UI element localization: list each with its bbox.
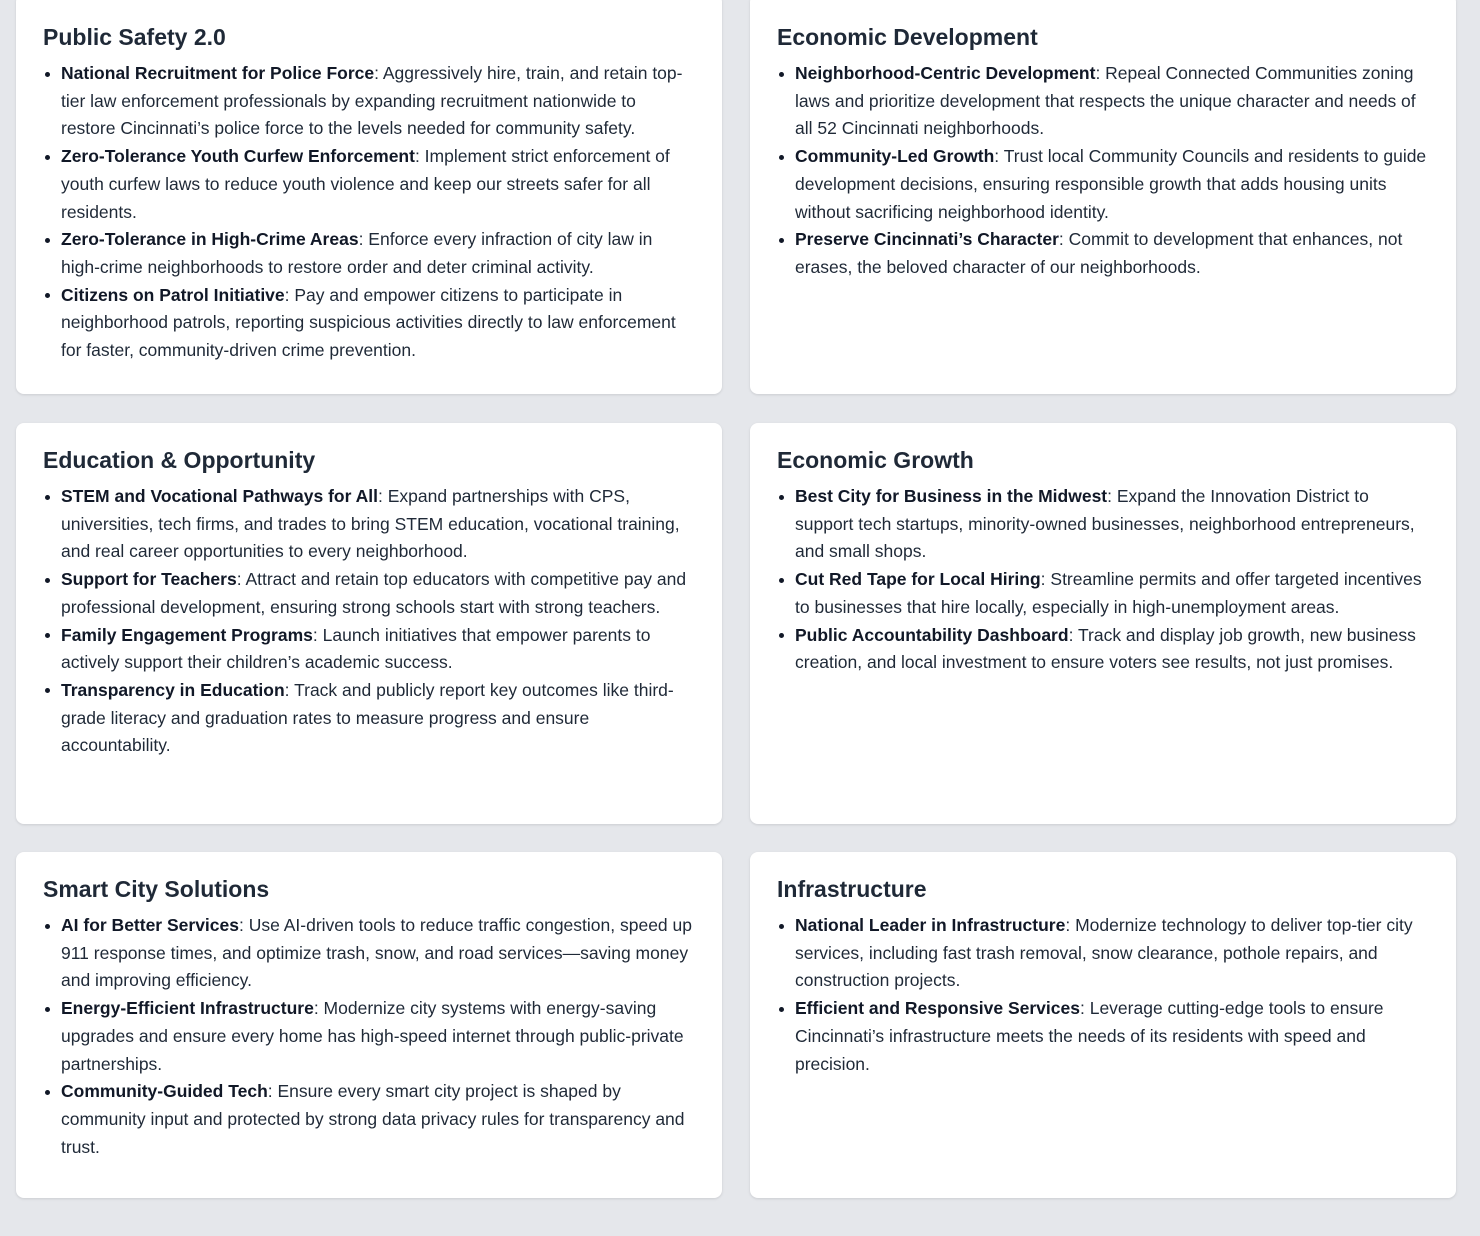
bullet-icon (45, 578, 50, 583)
list-item (43, 60, 695, 143)
item-text: : Use AI-driven tools to reduce traffic congestion, speed up 911 response times, and optimize trash, snow, and road services—saving money and improving efficiency. (61, 915, 692, 991)
card-economic-development (750, 0, 1456, 394)
item-heading: Neighborhood-Centric Development (795, 63, 1096, 83)
bullet-icon (45, 72, 50, 77)
item-heading: AI for Better Services (61, 915, 239, 935)
bullet-icon (45, 1090, 50, 1095)
item-heading: Support for Teachers (61, 569, 237, 590)
item-heading: Citizens on Patrol Initiative (61, 284, 285, 305)
list-item (43, 226, 695, 281)
list-item (777, 483, 1429, 566)
item-text: : Ensure every smart city project is shaped by community input and protected by strong data privacy rules for transparency and trust. (61, 1081, 685, 1157)
bullet-icon (779, 633, 784, 638)
list-item (777, 912, 1429, 995)
bullet-icon (45, 1007, 50, 1012)
bullet-icon (45, 688, 50, 693)
card-infrastructure (750, 852, 1456, 1198)
bullet-icon (779, 495, 784, 500)
bullet-icon (45, 633, 50, 638)
list-item (777, 226, 1429, 281)
item-text: : Modernize technology to deliver top-tier city services, including fast trash removal, snow clearance, pothole repairs, and construction projects. (795, 915, 1413, 991)
card-education-opportunity (16, 423, 722, 824)
item-text: : Repeal Connected Communities zoning laws and prioritize development that respects the unique character and needs of all 52 Cincinnati neighborhoods. (795, 63, 1416, 139)
list-item (43, 282, 695, 365)
item-text: : Commit to development that enhances, not erases, the beloved character of our neighborhoods. (795, 229, 1403, 277)
card-public-safety (16, 0, 722, 394)
bullet-icon (779, 238, 784, 243)
list-item (43, 1078, 695, 1161)
bullet-icon (45, 924, 50, 929)
item-heading: Energy-Efficient Infrastructure (61, 998, 314, 1019)
bullet-icon (45, 293, 50, 298)
list-item (43, 566, 695, 621)
card-list (43, 912, 695, 1161)
list-item (777, 143, 1429, 226)
item-heading: National Leader in Infrastructure (795, 915, 1066, 935)
card-smart-city (16, 852, 722, 1198)
item-text: : Launch initiatives that empower parents to actively support their children’s academic success. (61, 624, 651, 673)
item-text: : Aggressively hire, train, and retain top-tier law enforcement professionals by expanding recruitment nationwide to restore Cincinnati’s police force to the levels needed for community safety. (61, 63, 683, 139)
item-text: : Track and publicly report key outcomes like third-grade literacy and graduation rates to measure progress and ensure accountability. (61, 679, 674, 756)
item-text: : Pay and empower citizens to participate in neighborhood patrols, reporting suspicious activities directly to law enforcement for faster, community-driven crime prevention. (61, 284, 676, 361)
card-title: Public Safety 2.0 (43, 24, 226, 50)
list-item (43, 483, 695, 566)
item-heading: STEM and Vocational Pathways for All (61, 486, 378, 506)
item-text: : Trust local Community Councils and residents to guide development decisions, ensuring responsible growth that adds housing units without sacrificing neighborhood identity. (795, 146, 1427, 222)
item-heading: Family Engagement Programs (61, 624, 313, 645)
item-heading: Zero-Tolerance in High-Crime Areas (61, 229, 359, 250)
card-title: Infrastructure (777, 876, 927, 902)
item-heading: Transparency in Education (61, 679, 285, 700)
item-heading: Preserve Cincinnati’s Character (795, 229, 1059, 250)
card-title: Economic Development (777, 24, 1038, 50)
item-text: : Expand the Innovation District to support tech startups, minority-owned businesses, neighborhood entrepreneurs, and small shops. (795, 486, 1415, 562)
card-list (777, 60, 1429, 282)
item-text: : Leverage cutting-edge tools to ensure Cincinnati’s infrastructure meets the needs of its residents with speed and precision. (795, 998, 1384, 1074)
list-item (43, 912, 695, 995)
item-heading: Cut Red Tape for Local Hiring (795, 569, 1041, 590)
list-item (777, 622, 1429, 677)
card-list (777, 912, 1429, 1078)
bullet-icon (45, 238, 50, 243)
list-item (43, 622, 695, 677)
bullet-icon (779, 1007, 784, 1012)
bullet-icon (779, 72, 784, 77)
list-item (43, 677, 695, 760)
item-text: : Streamline permits and offer targeted incentives to businesses that hire locally, especially in high-unemployment areas. (795, 569, 1422, 617)
item-heading: National Recruitment for Police Force (61, 63, 375, 83)
item-heading: Zero-Tolerance Youth Curfew Enforcement (61, 146, 415, 167)
bullet-icon (779, 155, 784, 160)
list-item (777, 60, 1429, 143)
bullet-icon (779, 578, 784, 583)
bullet-icon (45, 495, 50, 500)
list-item (43, 995, 695, 1078)
card-title: Economic Growth (777, 447, 974, 473)
bullet-icon (45, 155, 50, 160)
list-item (777, 566, 1429, 621)
card-list (777, 483, 1429, 677)
item-text: : Implement strict enforcement of youth curfew laws to reduce youth violence and keep our streets safer for all residents. (61, 146, 670, 222)
item-text: : Track and display job growth, new business creation, and local investment to ensure voters see results, not just promises. (795, 624, 1416, 673)
item-heading: Efficient and Responsive Services (795, 998, 1080, 1019)
item-text: : Attract and retain top educators with competitive pay and professional development, ensuring strong schools start with strong teachers. (61, 569, 687, 617)
card-economic-growth (750, 423, 1456, 824)
item-heading: Best City for Business in the Midwest (795, 486, 1108, 506)
card-list (43, 483, 695, 760)
item-text: : Expand partnerships with CPS, universities, tech firms, and trades to bring STEM education, vocational training, and real career opportunities to every neighborhood. (61, 486, 680, 562)
list-item (777, 995, 1429, 1078)
item-text: : Modernize city systems with energy-saving upgrades and ensure every home has high-speed internet through public-private partnerships. (61, 998, 684, 1074)
card-list (43, 60, 695, 365)
card-title: Smart City Solutions (43, 876, 270, 902)
item-heading: Public Accountability Dashboard (795, 624, 1069, 645)
item-heading: Community-Guided Tech (61, 1081, 268, 1102)
item-text: : Enforce every infraction of city law in high-crime neighborhoods to restore order and deter criminal activity. (61, 229, 653, 277)
list-item (43, 143, 695, 226)
item-heading: Community-Led Growth (795, 146, 995, 167)
card-title: Education & Opportunity (43, 447, 316, 473)
bullet-icon (779, 924, 784, 929)
